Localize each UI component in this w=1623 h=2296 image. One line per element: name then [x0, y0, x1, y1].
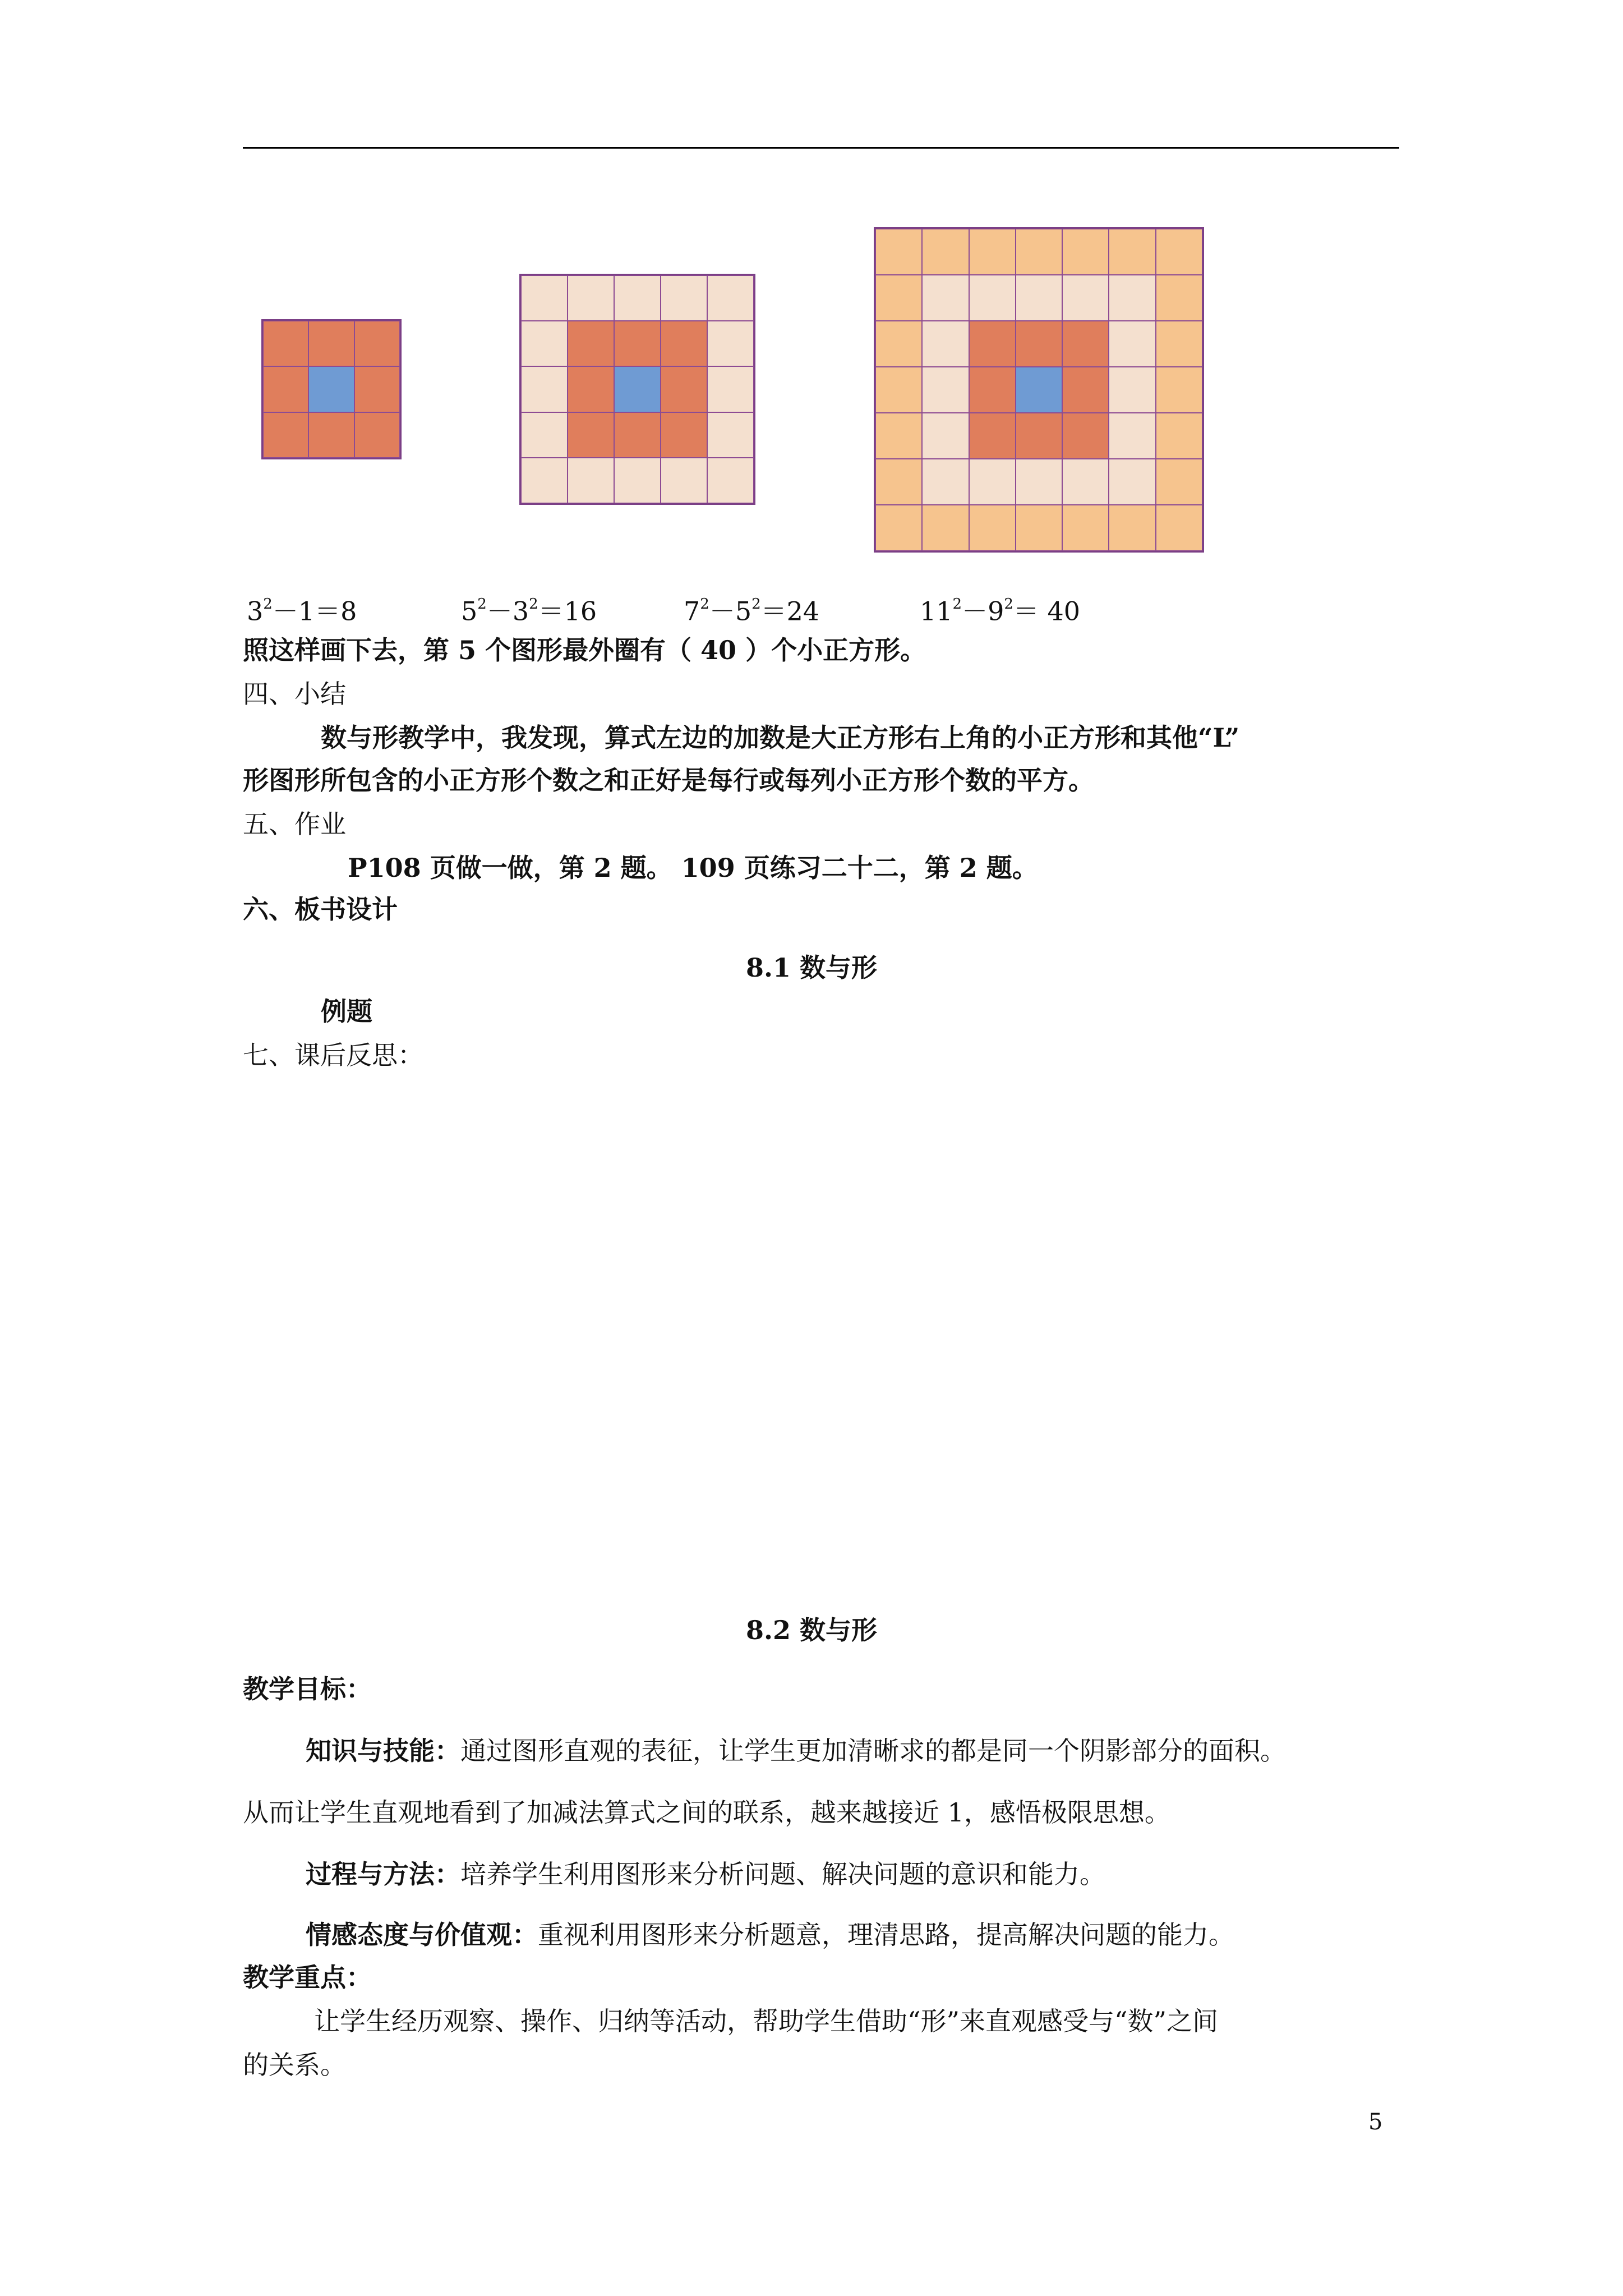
board-example: 例题 [321, 996, 372, 1027]
grid-cell-beige [1016, 275, 1062, 321]
grid-cell-beige [1109, 321, 1155, 367]
grid-cell-orange [969, 229, 1016, 275]
grid-cell-beige [922, 413, 969, 459]
equation-2: $5^2-3^2=16$ [461, 596, 597, 627]
grid-cell-red [1062, 413, 1109, 459]
grid-cell-red [661, 412, 707, 458]
grid-cell-beige [568, 458, 614, 503]
grid-cell-beige [1109, 459, 1155, 505]
header-rule [243, 147, 1399, 149]
grid-cell-beige [521, 321, 568, 366]
grid-cell-orange [1156, 505, 1202, 551]
grid-cell-orange [875, 367, 922, 413]
grid-cell-orange [1016, 229, 1062, 275]
grid-cell-beige [969, 459, 1016, 505]
grid-cell-orange [875, 275, 922, 321]
process-text: 培养学生利用图形来分析问题、解决问题的意识和能力。 [460, 1859, 1105, 1889]
grid-cell-red [354, 412, 400, 458]
section-summary-heading: 四、小结 [243, 679, 346, 709]
grid-cell-beige [614, 275, 661, 321]
grid-cell-orange [1156, 321, 1202, 367]
grid-cell-orange [1156, 275, 1202, 321]
grid-cell-blue [308, 366, 354, 412]
grid-cell-orange [1109, 229, 1155, 275]
grid-cell-orange [1109, 505, 1155, 551]
grid-cell-red [354, 366, 400, 412]
section-board-heading: 六、板书设计 [243, 894, 398, 924]
grid-cell-orange [875, 413, 922, 459]
grid-cell-orange [1156, 229, 1202, 275]
grid-cell-beige [707, 366, 754, 412]
grid-cell-beige [661, 275, 707, 321]
grid-cell-orange [1016, 505, 1062, 551]
grid-cell-red [969, 321, 1016, 367]
emotion-text: 重视利用图形来分析题意，理清思路，提高解决问题的能力。 [538, 1920, 1234, 1950]
grid-cell-red [614, 412, 661, 458]
grid-cell-red [1062, 367, 1109, 413]
key-points-line-2: 的关系。 [243, 2050, 346, 2080]
grid-cell-red [661, 321, 707, 366]
grid-cell-orange [1156, 413, 1202, 459]
grid-cell-red [969, 413, 1016, 459]
equation-4: $11^2-9^2= 40$ [920, 596, 1081, 627]
grid-cell-orange [1062, 229, 1109, 275]
grid-cell-beige [1062, 275, 1109, 321]
grid-cell-red [263, 321, 308, 366]
key-points-heading: 教学重点： [243, 1962, 372, 1993]
grid-cell-orange [875, 459, 922, 505]
grid-cell-beige [922, 321, 969, 367]
grid-figure-3x3 [261, 319, 402, 459]
grid-cell-orange [1156, 459, 1202, 505]
knowledge-label: 知识与技能： [306, 1736, 460, 1766]
grid-figure-5x5 [519, 274, 755, 505]
grid-cell-beige [922, 367, 969, 413]
grid-cell-orange [969, 505, 1016, 551]
knowledge-objective-cont: 从而让学生直观地看到了加减法算式之间的联系，越来越接近 1，感悟极限思想。 [243, 1797, 1170, 1828]
objectives-heading: 教学目标： [243, 1674, 372, 1704]
grid-cell-beige [614, 458, 661, 503]
emotion-label: 情感态度与价值观： [306, 1920, 538, 1950]
grid-cell-orange [922, 229, 969, 275]
process-objective [306, 1857, 1105, 1892]
key-points-line-1: 让学生经历观察、操作、归纳等活动，帮助学生借助“形”来直观感受与“数”之间 [314, 2006, 1219, 2036]
grid-cell-red [661, 366, 707, 412]
grid-cell-blue [1016, 367, 1062, 413]
grid-cell-beige [1016, 459, 1062, 505]
grid-cell-blue [614, 366, 661, 412]
knowledge-objective [306, 1733, 1286, 1768]
grid-cell-red [263, 412, 308, 458]
grid-cell-beige [521, 275, 568, 321]
grid-cell-red [308, 321, 354, 366]
homework-text: P108 页做一做，第 2 题。 109 页练习二十二，第 2 题。 [348, 853, 1038, 883]
grid-cell-beige [1109, 413, 1155, 459]
grid-cell-beige [568, 275, 614, 321]
page-number: 5 [1368, 2109, 1383, 2135]
equation-1: $3^2-1=8$ [247, 596, 357, 627]
grid-cell-beige [707, 275, 754, 321]
grid-cell-beige [1109, 275, 1155, 321]
grid-cell-red [1016, 321, 1062, 367]
section-homework-heading: 五、作业 [243, 809, 346, 839]
grid-cell-orange [875, 321, 922, 367]
grid-cell-beige [521, 412, 568, 458]
grid-cell-beige [969, 275, 1016, 321]
process-label: 过程与方法： [306, 1859, 460, 1889]
grid-cell-red [1062, 321, 1109, 367]
grid-cell-red [263, 366, 308, 412]
grid-cell-red [969, 367, 1016, 413]
emotion-objective [306, 1917, 1234, 1952]
grid-cell-beige [1062, 459, 1109, 505]
grid-cell-beige [521, 458, 568, 503]
grid-cell-beige [707, 458, 754, 503]
grid-cell-beige [922, 275, 969, 321]
continue-drawing-question: 照这样画下去，第 5 个图形最外圈有（ 40 ）个小正方形。 [243, 635, 926, 665]
summary-line-2: 形图形所包含的小正方形个数之和正好是每行或每列小正方形个数的平方。 [243, 765, 1094, 795]
section-reflection-heading: 七、课后反思： [243, 1040, 423, 1070]
grid-cell-orange [922, 505, 969, 551]
grid-cell-orange [875, 505, 922, 551]
grid-cell-red [308, 412, 354, 458]
grid-cell-orange [875, 229, 922, 275]
lesson-title: 8.2 数与形 [745, 1615, 878, 1645]
grid-cell-beige [707, 321, 754, 366]
grid-cell-beige [922, 459, 969, 505]
grid-cell-red [568, 321, 614, 366]
grid-cell-beige [661, 458, 707, 503]
summary-line-1: 数与形教学中，我发现，算式左边的加数是大正方形右上角的小正方形和其他“L” [321, 723, 1240, 753]
grid-figure-7x7 [874, 227, 1204, 553]
grid-cell-red [1016, 413, 1062, 459]
knowledge-text: 通过图形直观的表征，让学生更加清晰求的都是同一个阴影部分的面积。 [460, 1736, 1286, 1766]
equation-3: $7^2-5^2=24$ [684, 596, 820, 627]
grid-cell-red [568, 412, 614, 458]
board-title: 8.1 数与形 [745, 953, 878, 983]
grid-cell-red [568, 366, 614, 412]
grid-cell-beige [1109, 367, 1155, 413]
grid-cell-beige [521, 366, 568, 412]
grid-cell-orange [1156, 367, 1202, 413]
grid-cell-red [354, 321, 400, 366]
grid-cell-beige [707, 412, 754, 458]
grid-cell-orange [1062, 505, 1109, 551]
grid-cell-red [614, 321, 661, 366]
